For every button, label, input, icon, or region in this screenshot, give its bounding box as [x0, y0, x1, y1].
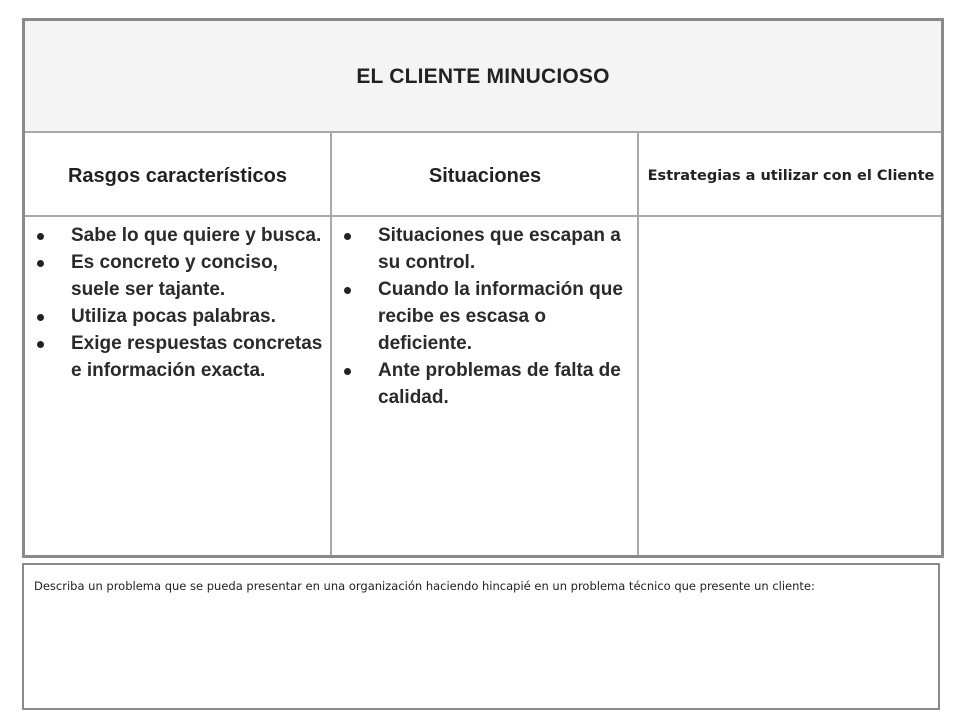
header-situaciones: Situaciones	[428, 164, 542, 187]
bullet-icon	[37, 260, 44, 267]
bullet-icon	[37, 233, 44, 240]
list-item: Utiliza pocas palabras.	[33, 303, 325, 330]
divider	[25, 131, 941, 133]
list-item: Exige respuestas concretas e información exacta.	[33, 330, 325, 384]
answer-box[interactable]	[22, 563, 940, 710]
list-item: Es concreto y conciso, suele ser tajante.	[33, 249, 325, 303]
bullet-icon	[344, 233, 351, 240]
client-table	[22, 18, 944, 558]
list-item: Cuando la información que recibe es escasa o deficiente.	[340, 276, 632, 357]
list-item: Ante problemas de falta de calidad.	[340, 357, 632, 411]
bullet-icon	[344, 368, 351, 375]
bullet-icon	[37, 341, 44, 348]
bullet-icon	[344, 287, 351, 294]
table-title: EL CLIENTE MINUCIOSO	[356, 65, 610, 88]
title-cell	[25, 21, 941, 133]
prompt-text: Describa un problema que se pueda presentar en una organización haciendo hincapié en un problema técnico que presente un cliente:	[34, 579, 815, 593]
bullet-icon	[37, 314, 44, 321]
estrategias-cell[interactable]	[641, 219, 941, 555]
rasgos-list	[33, 222, 325, 384]
header-rasgos: Rasgos característicos	[67, 164, 287, 187]
header-estrategias: Estrategias a utilizar con el Cliente	[647, 168, 935, 184]
list-item: Situaciones que escapan a su control.	[340, 222, 632, 276]
situaciones-list	[340, 222, 632, 411]
list-item: Sabe lo que quiere y busca.	[33, 222, 325, 249]
